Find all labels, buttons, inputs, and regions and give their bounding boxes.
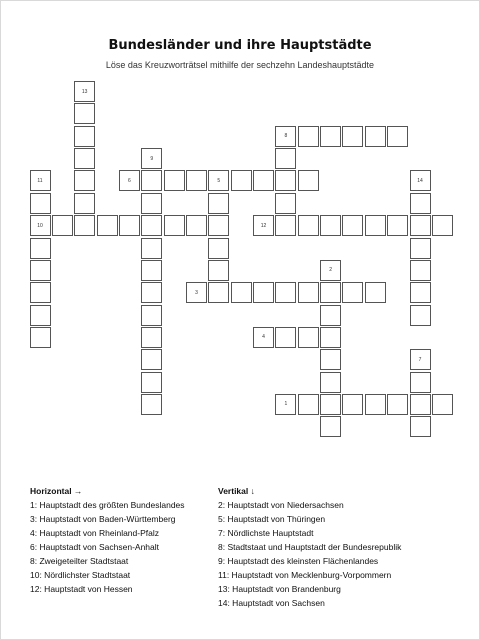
crossword-cell[interactable] <box>298 126 319 147</box>
crossword-cell[interactable] <box>141 148 162 169</box>
crossword-cell[interactable] <box>298 215 319 236</box>
clue-vertical-8: 8: Stadtstaat und Hauptstadt der Bundesrepublik <box>218 542 402 552</box>
crossword-cell[interactable] <box>164 215 185 236</box>
clue-horizontal-1: 1: Hauptstadt des größten Bundeslandes <box>30 500 185 510</box>
crossword-cell[interactable] <box>275 148 296 169</box>
clue-vertical-7: 7: Nördlichste Hauptstadt <box>218 528 314 538</box>
crossword-cell[interactable] <box>208 282 229 303</box>
crossword-cell[interactable] <box>74 148 95 169</box>
crossword-cell[interactable] <box>141 282 162 303</box>
crossword-cell[interactable] <box>298 170 319 191</box>
crossword-cell[interactable] <box>410 238 431 259</box>
crossword-cell[interactable] <box>365 394 386 415</box>
crossword-cell[interactable] <box>320 394 341 415</box>
crossword-cell[interactable] <box>141 394 162 415</box>
crossword-cell[interactable] <box>320 327 341 348</box>
crossword-cell[interactable] <box>387 215 408 236</box>
crossword-cell[interactable] <box>208 215 229 236</box>
crossword-cell[interactable] <box>275 327 296 348</box>
crossword-cell[interactable] <box>141 305 162 326</box>
crossword-cell[interactable] <box>320 260 341 281</box>
crossword-cell[interactable] <box>320 349 341 370</box>
crossword-cell[interactable] <box>30 170 51 191</box>
crossword-cell[interactable] <box>410 349 431 370</box>
crossword-cell[interactable] <box>186 170 207 191</box>
crossword-cell[interactable] <box>186 215 207 236</box>
crossword-cell[interactable] <box>208 170 229 191</box>
crossword-cell[interactable] <box>30 215 51 236</box>
crossword-cell[interactable] <box>231 170 252 191</box>
clue-number: 1 <box>284 401 288 408</box>
crossword-cell[interactable] <box>410 260 431 281</box>
crossword-cell[interactable] <box>141 238 162 259</box>
horizontal-clues <box>30 484 185 596</box>
crossword-cell[interactable] <box>141 215 162 236</box>
crossword-cell[interactable] <box>208 260 229 281</box>
crossword-cell[interactable] <box>30 305 51 326</box>
crossword-cell[interactable] <box>30 260 51 281</box>
crossword-cell[interactable] <box>141 170 162 191</box>
crossword-cell[interactable] <box>275 282 296 303</box>
clue-horizontal-4: 4: Hauptstadt von Rheinland-Pfalz <box>30 528 159 538</box>
crossword-cell[interactable] <box>410 193 431 214</box>
crossword-cell[interactable] <box>410 394 431 415</box>
clue-number: 5 <box>217 177 221 184</box>
clue-vertical-9: 9: Hauptstadt des kleinsten Flächenlandes <box>218 556 379 566</box>
crossword-cell[interactable] <box>275 126 296 147</box>
clue-number: 12 <box>260 222 267 229</box>
crossword-cell[interactable] <box>387 394 408 415</box>
crossword-cell[interactable] <box>30 327 51 348</box>
clue-number: 10 <box>37 222 43 229</box>
clue-horizontal-10: 10: Nördlichster Stadtstaat <box>30 570 131 580</box>
crossword-cell[interactable] <box>141 372 162 393</box>
clue-number: 7 <box>418 356 422 363</box>
clue-number: 14 <box>417 177 423 184</box>
crossword-cell[interactable] <box>74 193 95 214</box>
crossword-cell[interactable] <box>253 282 274 303</box>
crossword-cell[interactable] <box>275 193 296 214</box>
crossword-cell[interactable] <box>141 349 162 370</box>
crossword-cell[interactable] <box>275 170 296 191</box>
crossword-cell[interactable] <box>141 260 162 281</box>
crossword-cell[interactable] <box>320 282 341 303</box>
clue-number: 11 <box>37 177 43 184</box>
crossword-cell[interactable] <box>253 327 274 348</box>
crossword-cell[interactable] <box>253 215 274 236</box>
crossword-cell[interactable] <box>410 215 431 236</box>
clue-number: 3 <box>195 289 198 296</box>
crossword-cell[interactable] <box>320 305 341 326</box>
crossword-cell[interactable] <box>320 416 341 437</box>
crossword-cell[interactable] <box>365 126 386 147</box>
vertical-clues-heading: Vertikal ↓ <box>218 486 255 496</box>
clue-vertical-14: 14: Hauptstadt von Sachsen <box>218 598 325 608</box>
crossword-cell[interactable] <box>52 215 73 236</box>
clue-number: 9 <box>150 155 154 162</box>
crossword-cell[interactable] <box>164 170 185 191</box>
crossword-cell[interactable] <box>119 170 140 191</box>
crossword-cell[interactable] <box>432 394 453 415</box>
clue-horizontal-3: 3: Hauptstadt von Baden-Württemberg <box>30 514 176 524</box>
crossword-cell[interactable] <box>387 126 408 147</box>
page-title: Bundesländer und ihre Hauptstädte <box>108 38 372 53</box>
crossword-cell[interactable] <box>410 305 431 326</box>
clue-vertical-13: 13: Hauptstadt von Brandenburg <box>218 584 341 594</box>
crossword-cell[interactable] <box>97 215 118 236</box>
crossword-cell[interactable] <box>30 282 51 303</box>
crossword-cell[interactable] <box>298 327 319 348</box>
crossword-cell[interactable] <box>320 215 341 236</box>
crossword-cell[interactable] <box>208 193 229 214</box>
clue-horizontal-6: 6: Hauptstadt von Sachsen-Anhalt <box>30 542 159 552</box>
crossword-cell[interactable] <box>74 215 95 236</box>
vertical-clues <box>218 484 401 610</box>
crossword-cell[interactable] <box>342 126 363 147</box>
crossword-cell[interactable] <box>30 238 51 259</box>
crossword-cell[interactable] <box>30 193 51 214</box>
crossword-cell[interactable] <box>231 282 252 303</box>
crossword-cell[interactable] <box>298 282 319 303</box>
crossword-cell[interactable] <box>208 238 229 259</box>
crossword-cell[interactable] <box>275 394 296 415</box>
crossword-cell[interactable] <box>320 126 341 147</box>
crossword-cell[interactable] <box>365 282 386 303</box>
crossword-cell[interactable] <box>186 282 207 303</box>
clue-number: 2 <box>329 267 332 274</box>
clue-number: 8 <box>284 133 288 140</box>
crossword-cell[interactable] <box>74 170 95 191</box>
crossword-cell[interactable] <box>320 372 341 393</box>
crossword-cell[interactable] <box>74 126 95 147</box>
crossword-cell[interactable] <box>141 327 162 348</box>
crossword-cell[interactable] <box>365 215 386 236</box>
clue-horizontal-12: 12: Hauptstadt von Hessen <box>30 584 133 594</box>
clue-number: 4 <box>262 334 265 341</box>
crossword-cell[interactable] <box>410 372 431 393</box>
crossword-cell[interactable] <box>410 282 431 303</box>
crossword-cell[interactable] <box>74 103 95 124</box>
page-subtitle: Löse das Kreuzworträtsel mithilfe der sechzehn Landeshauptstädte <box>105 60 375 70</box>
crossword-cell[interactable] <box>119 215 140 236</box>
clue-vertical-11: 11: Hauptstadt von Mecklenburg-Vorpommern <box>218 570 392 580</box>
crossword-cell[interactable] <box>342 282 363 303</box>
crossword-cell[interactable] <box>275 215 296 236</box>
clue-vertical-2: 2: Hauptstadt von Niedersachsen <box>218 500 344 510</box>
clue-number: 6 <box>128 177 131 184</box>
crossword-cell[interactable] <box>342 394 363 415</box>
crossword-cell[interactable] <box>342 215 363 236</box>
clue-number: 13 <box>81 88 88 95</box>
crossword-cell[interactable] <box>410 170 431 191</box>
clue-vertical-5: 5: Hauptstadt von Thüringen <box>218 514 326 524</box>
crossword-cell[interactable] <box>298 394 319 415</box>
crossword-cell[interactable] <box>410 416 431 437</box>
crossword-cell[interactable] <box>141 193 162 214</box>
horizontal-clues-heading: Horizontal → <box>30 486 83 496</box>
crossword-cell[interactable] <box>253 170 274 191</box>
crossword-cell[interactable] <box>74 81 95 102</box>
clue-horizontal-8: 8: Zweigeteilter Stadtstaat <box>30 556 129 566</box>
crossword-cell[interactable] <box>432 215 453 236</box>
